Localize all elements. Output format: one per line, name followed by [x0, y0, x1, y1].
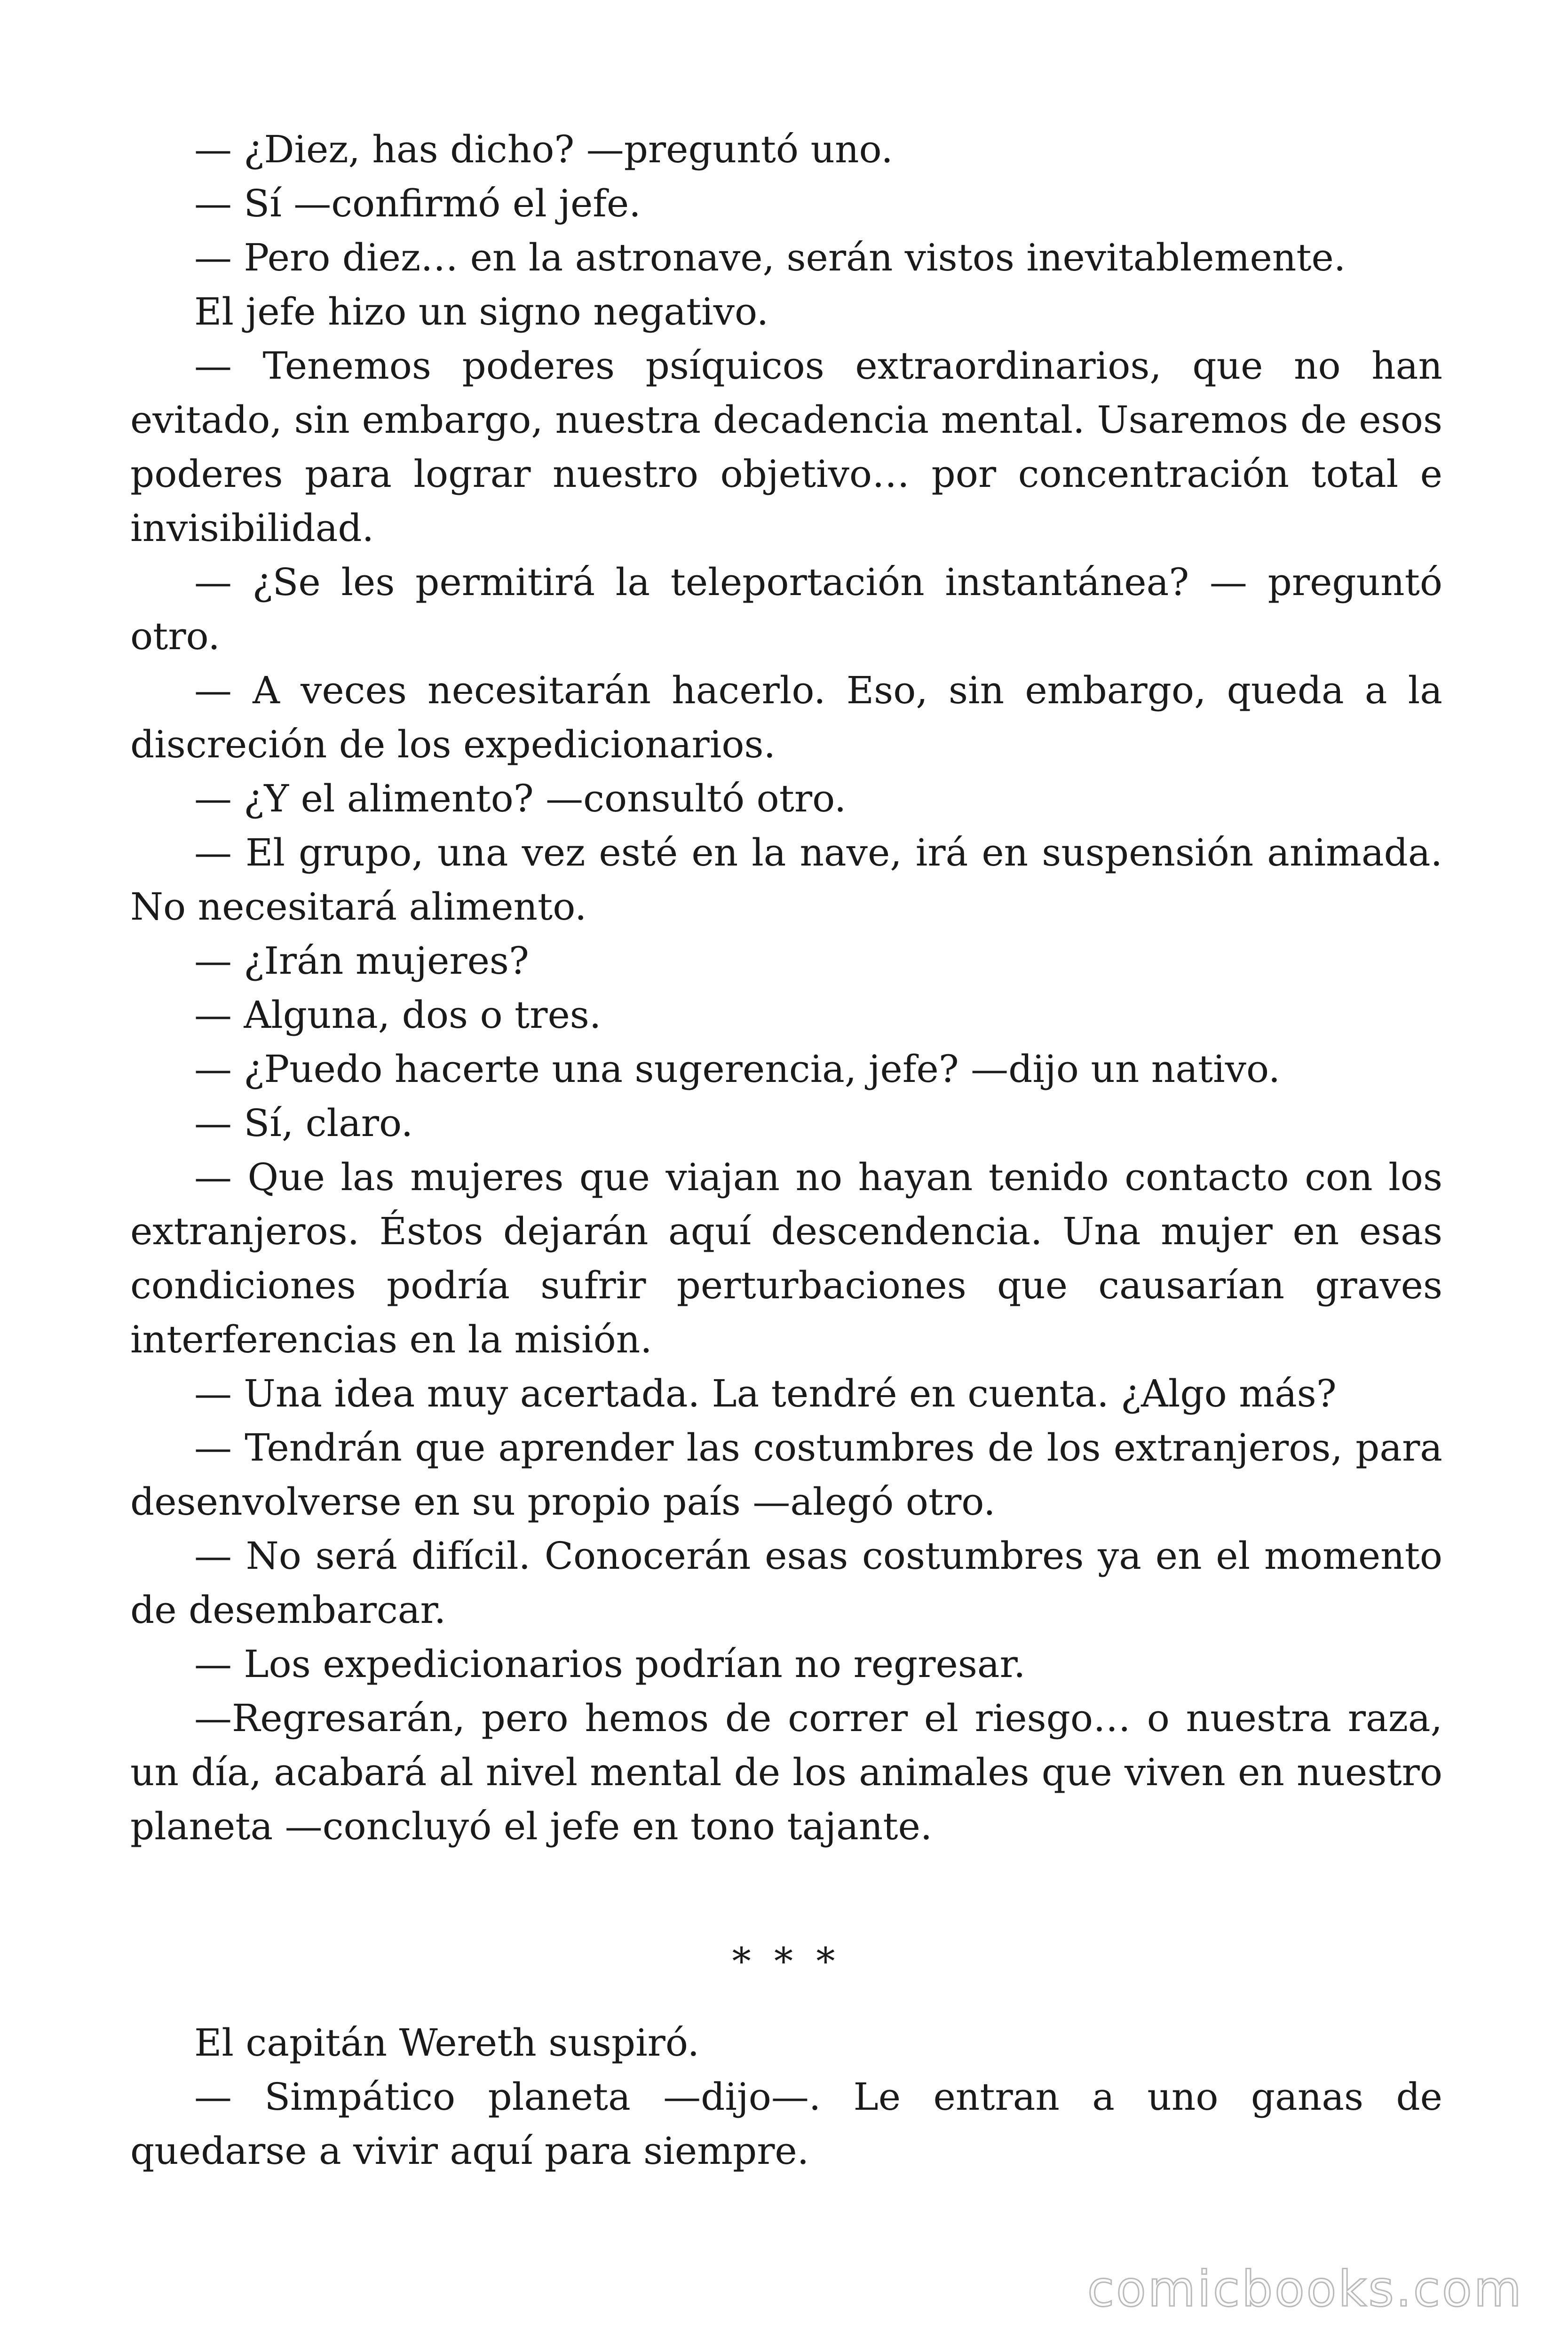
paragraph: El jefe hizo un signo negativo.: [194, 290, 769, 334]
page-text: [130, 122, 1442, 2178]
paragraph: — Los expedicionarios podrían no regresar.: [194, 1642, 1026, 1686]
paragraph: — ¿Y el alimento? —consultó otro.: [194, 777, 847, 820]
paragraph: — ¿Irán mujeres?: [194, 939, 529, 983]
paragraph: — Simpático planeta —dijo—. Le entran a uno ganas de quedarse a vivir aquí para siempre.: [130, 2075, 1442, 2173]
paragraph: — Una idea muy acertada. La tendré en cuenta. ¿Algo más?: [194, 1372, 1337, 1415]
paragraph: — Que las mujeres que viajan no hayan tenido contacto con los extranjeros. Éstos dejarán aquí descendencia. Una mujer en esas condiciones podría sufrir perturbaciones que causarían graves interferencias en la misión.: [130, 1155, 1442, 1361]
paragraph: — ¿Se les permitirá la teleportación instantánea? — preguntó otro.: [130, 560, 1442, 658]
paragraph: —Regresarán, pero hemos de correr el riesgo… o nuestra raza, un día, acabará al nivel mental de los animales que viven en nuestro planeta —concluyó el jefe en tono tajante.: [130, 1696, 1442, 1848]
paragraph: — Tenemos poderes psíquicos extraordinarios, que no han evitado, sin embargo, nuestra decadencia mental. Usaremos de esos poderes para lograr nuestro objetivo… por concentración total e invisibilidad.: [130, 344, 1442, 550]
paragraph: — ¿Diez, has dicho? —preguntó uno.: [194, 127, 893, 171]
paragraph: — Sí —confirmó el jefe.: [194, 182, 641, 225]
paragraph: — El grupo, una vez esté en la nave, irá en suspensión animada. No necesitará alimento.: [130, 831, 1442, 929]
paragraph: — Alguna, dos o tres.: [194, 993, 602, 1037]
paragraph: — No será difícil. Conocerán esas costumbres ya en el momento de desembarcar.: [130, 1534, 1442, 1632]
paragraph: — A veces necesitarán hacerlo. Eso, sin embargo, queda a la discreción de los expedicionarios.: [130, 668, 1442, 766]
paragraph: El capitán Wereth suspiró.: [194, 2021, 700, 2065]
separator-asterisks: * * *: [732, 1939, 841, 1983]
paragraph: — Sí, claro.: [194, 1101, 413, 1145]
watermark: comicbooks.com: [1087, 2260, 1523, 2318]
paragraph: — Tendrán que aprender las costumbres de los extranjeros, para desenvolverse en su propio país —alegó otro.: [130, 1426, 1442, 1524]
scene-separator: [130, 1853, 1442, 2016]
paragraph: — ¿Puedo hacerte una sugerencia, jefe? —dijo un nativo.: [194, 1047, 1281, 1091]
paragraph: — Pero diez… en la astronave, serán vistos inevitablemente.: [194, 236, 1346, 279]
